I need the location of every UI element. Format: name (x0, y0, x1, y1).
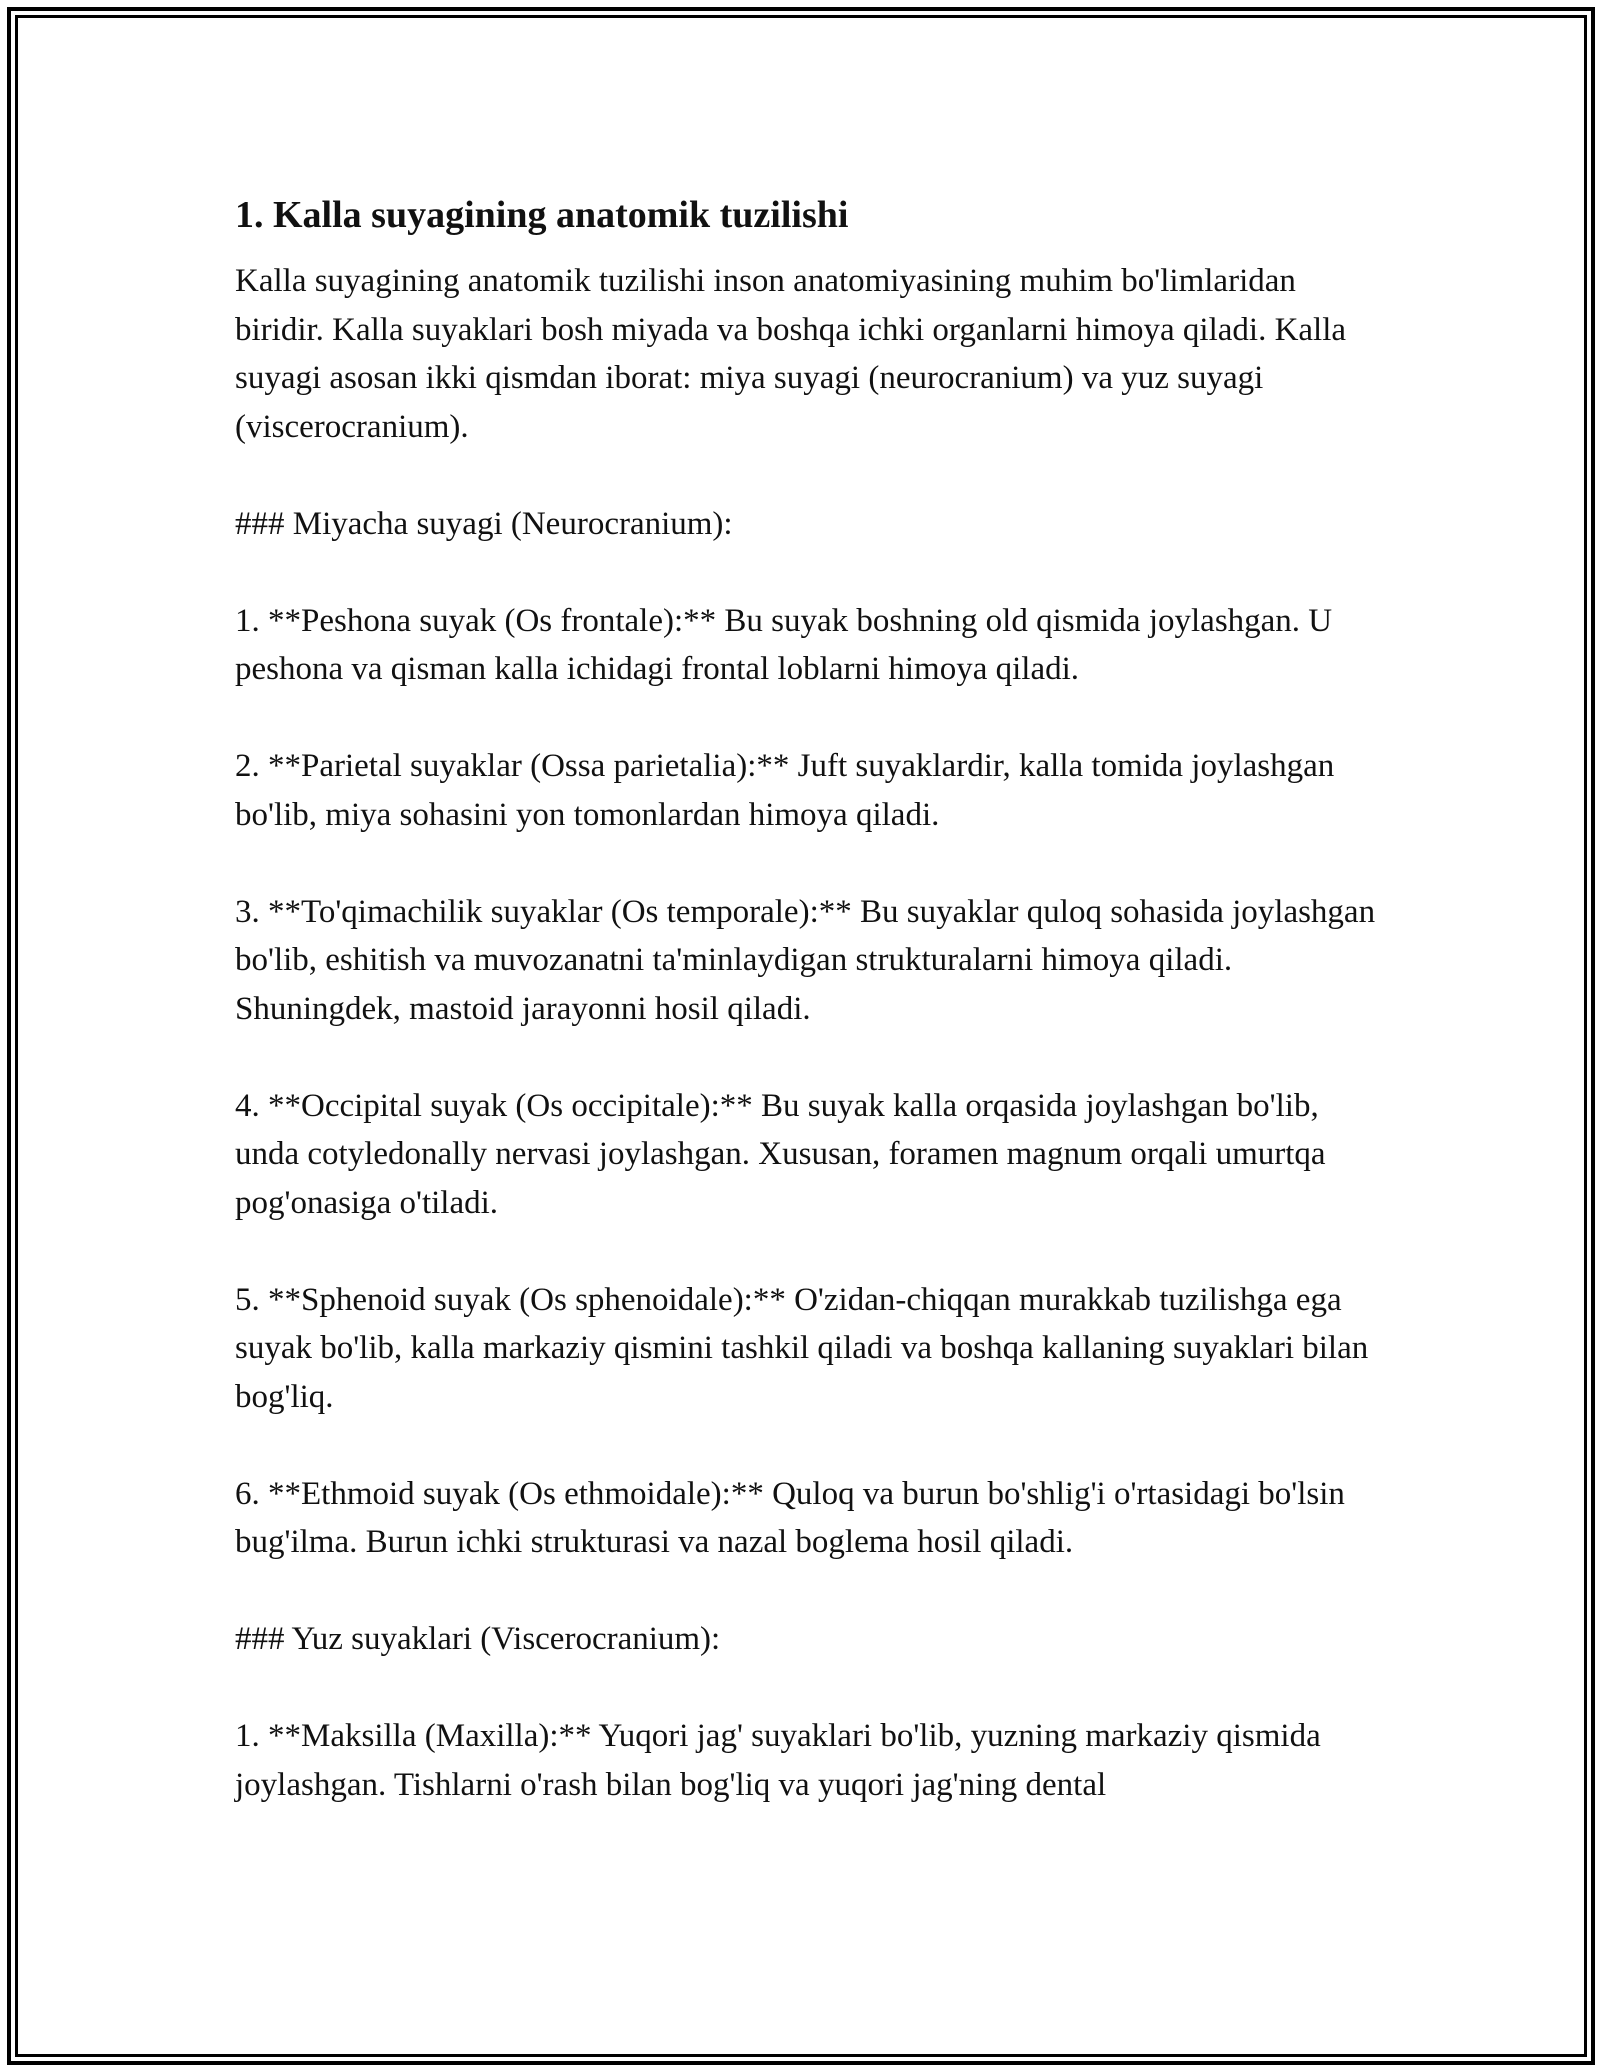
list-item-os-frontale: 1. **Peshona suyak (Os frontale):** Bu suyak boshning old qismida joylashgan. U peshona va qisman kalla ichidagi frontal loblarni himoya qiladi. (235, 602, 1333, 687)
list-item-os-sphenoidale: 5. **Sphenoid suyak (Os sphenoidale):** O'zidan-chiqqan murakkab tuzilishga ega suyak bo'lib, kalla markaziy qismini tashkil qiladi va boshqa kallaning suyaklari bilan bog'liq. (235, 1281, 1369, 1415)
document-title: 1. Kalla suyagining anatomik tuzilishi (235, 194, 849, 236)
section-heading-viscerocranium: ### Yuz suyaklari (Viscerocranium): (235, 1621, 721, 1657)
list-item-maxilla: 1. **Maksilla (Maxilla):** Yuqori jag' suyaklari bo'lib, yuzning markaziy qismida joylashgan. Tishlarni o'rash bilan bog'liq va yuqori jag'ning dental (235, 1718, 1321, 1803)
section-heading-neurocranium: ### Miyacha suyagi (Neurocranium): (235, 505, 733, 542)
list-item-ossa-parietalia: 2. **Parietal suyaklar (Ossa parietalia):** Juft suyaklardir, kalla tomida joylashgan bo'lib, miya sohasini yon tomonlardan himoya qiladi. (235, 748, 1335, 833)
list-item-os-temporale: 3. **To'qimachilik suyaklar (Os temporale):** Bu suyaklar quloq sohasida joylashgan bo'lib, eshitish va muvozanatni ta'minlaydigan strukturalarni himoya qiladi. Shuningdek, mastoid jarayonni hosil qiladi. (235, 893, 1376, 1027)
list-item-os-occipitale: 4. **Occipital suyak (Os occipitale):** Bu suyak kalla orqasida joylashgan bo'lib, unda cotyledonally nervasi joylashgan. Xususan, foramen magnum orqali umurtqa pog'onasiga o'tiladi. (235, 1087, 1326, 1221)
list-item-os-ethmoidale: 6. **Ethmoid suyak (Os ethmoidale):** Quloq va burun bo'shlig'i o'rtasidagi bo'lsin bug'ilma. Burun ichki strukturasi va nazal boglema hosil qiladi. (235, 1475, 1345, 1560)
intro-paragraph: Kalla suyagining anatomik tuzilishi inson anatomiyasining muhim bo'limlaridan biridir. Kalla suyaklari bosh miyada va boshqa ichki organlarni himoya qiladi. Kalla suyagi asosan ikki qismdan iborat: miya suyagi (neurocranium) va yuz suyagi (viscerocranium). (235, 263, 1347, 445)
document-page (235, 185, 1385, 1809)
